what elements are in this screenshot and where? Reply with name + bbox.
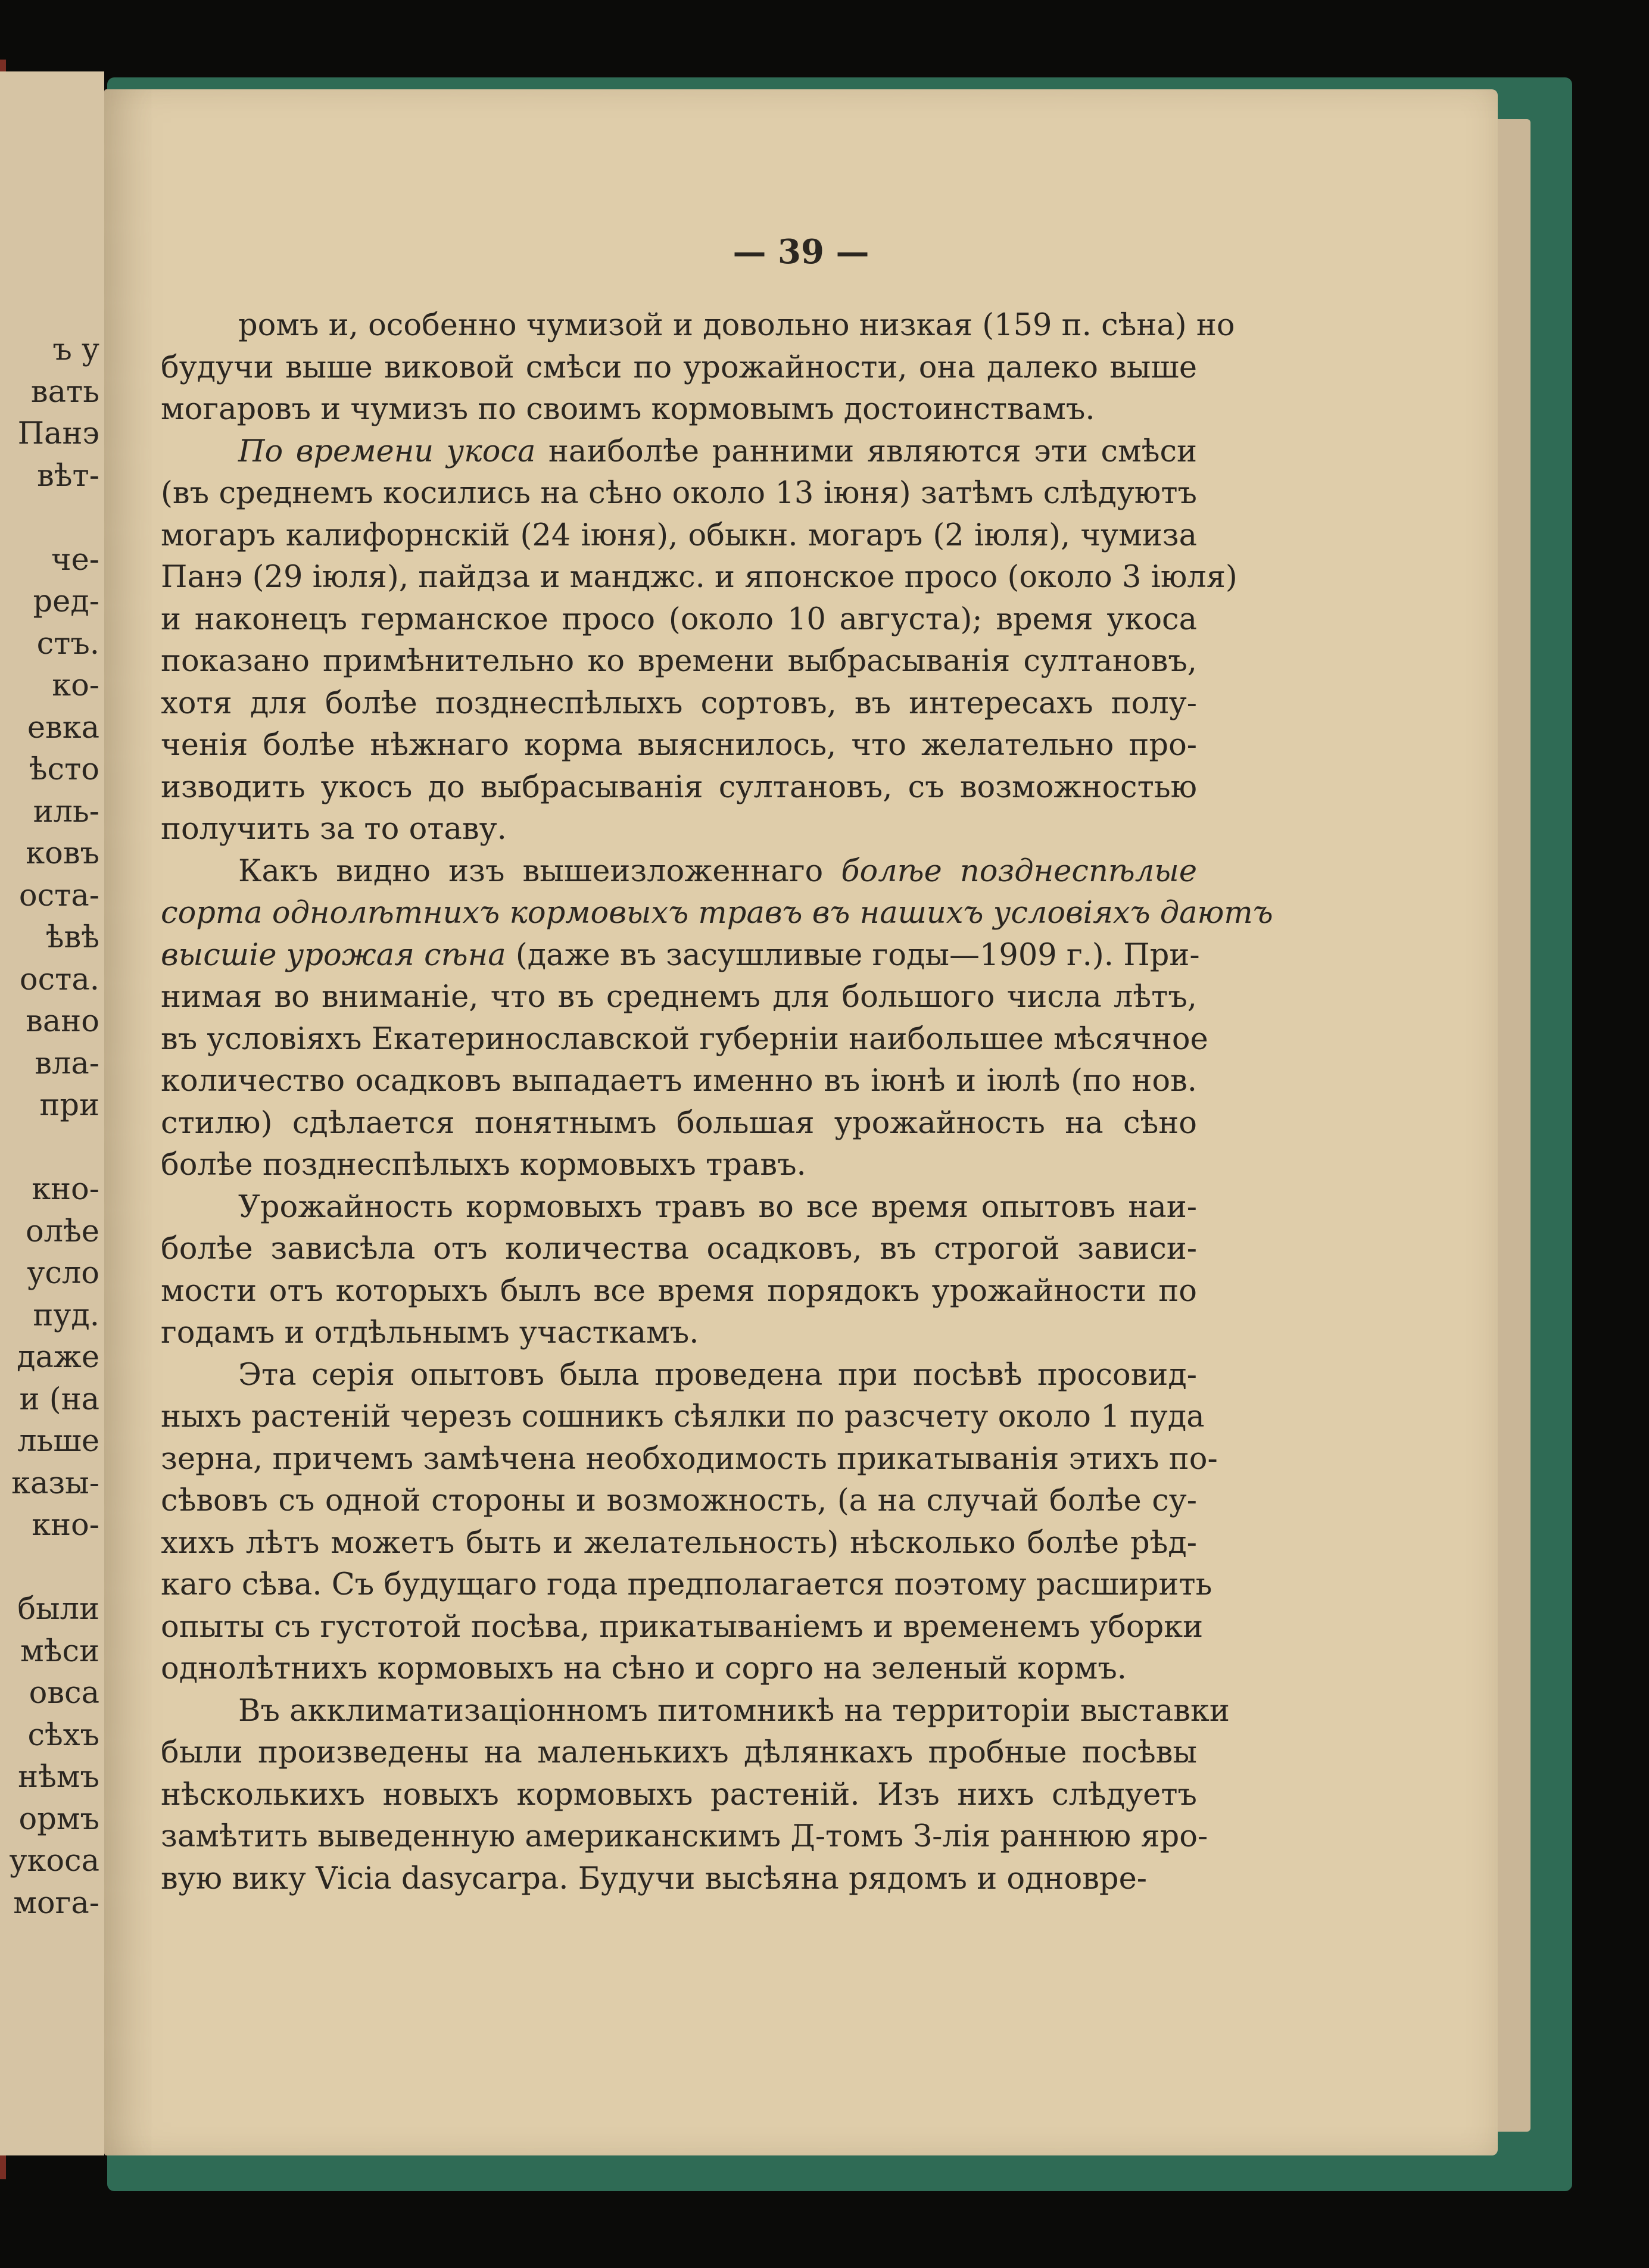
text-line: (въ среднемъ косились на сѣно около 13 іюня) затѣмъ слѣдуютъ	[161, 476, 1197, 511]
left-page-fragment: че-	[51, 542, 99, 578]
left-page-fragment: оста-	[18, 878, 99, 913]
left-page-fragment: стъ.	[36, 626, 99, 662]
text-line: показано примѣнительно ко времени выбрасыванія султановъ,	[161, 644, 1197, 679]
left-page-fragment: казы-	[11, 1465, 99, 1501]
paragraph	[161, 1690, 1230, 1901]
text-line: сѣвовъ съ одной стороны и возможность, (а на случай болѣе су-	[161, 1483, 1197, 1518]
text-line: ченія болѣе нѣжнаго корма выяснилось, что желательно про-	[161, 728, 1197, 763]
text-line: стилю) сдѣлается понятнымъ большая урожайность на сѣно	[161, 1105, 1197, 1141]
left-page-fragment: оста.	[19, 962, 99, 997]
text-line: Эта серія опытовъ была проведена при посѣвѣ просовид-	[238, 1357, 1197, 1393]
text-line: Въ акклиматизаціонномъ питомникѣ на территоріи выставки	[238, 1693, 1230, 1729]
text-line: мости отъ которыхъ былъ все время порядокъ урожайности по	[161, 1273, 1197, 1309]
text-line: количество осадковъ выпадаетъ именно въ іюнѣ и іюлѣ (по нов.	[161, 1063, 1197, 1099]
left-page-fragment: при	[39, 1088, 99, 1123]
page-number: — 39 —	[732, 232, 869, 272]
text-line: болѣе позднеспѣлыхъ кормовыхъ травъ.	[161, 1147, 806, 1183]
text-line: опыты съ густотой посѣва, прикатываніемъ и временемъ уборки	[161, 1609, 1204, 1645]
text-line: По времени укоса наиболѣе ранними являются эти смѣси	[238, 433, 1198, 469]
left-page-fragment: иль-	[33, 794, 99, 829]
text-line: получить за то отаву.	[161, 812, 507, 847]
text-line: хотя для болѣе позднеспѣлыхъ сортовъ, въ интересахъ полу-	[161, 685, 1197, 721]
text-line: годамъ и отдѣльнымъ участкамъ.	[161, 1315, 699, 1350]
left-page-fragment: Панэ	[17, 416, 99, 451]
left-page-fragment: сѣхъ	[27, 1717, 99, 1753]
left-page-fragment: вано	[26, 1004, 99, 1039]
text-line: сорта однолѣтнихъ кормовыхъ травъ въ нашихъ условіяхъ даютъ	[161, 896, 1273, 931]
left-page-fragment: ковъ	[26, 836, 99, 871]
left-page-fragment: ред-	[33, 584, 99, 619]
text-line: въ условіяхъ Екатеринославской губерніи наибольшее мѣсячное	[161, 1021, 1208, 1057]
text-line: вую вику Vicia dasycarpa. Будучи высѣяна рядомъ и одновре-	[161, 1861, 1147, 1896]
left-page-fragment: укоса	[9, 1843, 99, 1879]
left-page-fragment: усло	[27, 1256, 99, 1291]
left-page-fragment: ѣсто	[29, 752, 99, 787]
left-page-fragment: вла-	[35, 1046, 99, 1081]
left-page-fragment: вѣт-	[37, 458, 99, 494]
text-line: и наконецъ германское просо (около 10 августа); время укоса	[161, 601, 1197, 637]
left-page-fragment: мѣси	[20, 1633, 99, 1669]
paragraph	[161, 1187, 1197, 1355]
left-page-fragment: кно-	[32, 1172, 99, 1207]
left-page-fragment: пуд.	[33, 1297, 99, 1333]
left-page-fragment: овса	[29, 1676, 99, 1711]
paragraph	[161, 431, 1237, 851]
text-line: каго сѣва. Съ будущаго года предполагается поэтому расширить	[161, 1567, 1212, 1602]
paragraph	[161, 851, 1273, 1187]
left-page-fragment: ормъ	[18, 1801, 99, 1837]
left-page-fragment: евка	[27, 710, 99, 745]
left-page-fragment: нѣмъ	[18, 1760, 99, 1795]
text-line: ромъ и, особенно чумизой и довольно низкая (159 п. сѣна) но	[238, 308, 1235, 343]
text-line: Урожайность кормовыхъ травъ во все время опытовъ наи-	[238, 1189, 1197, 1225]
text-line: изводить укосъ до выбрасыванія султановъ, съ возможностью	[161, 769, 1197, 805]
left-page-fragment: олѣе	[25, 1213, 99, 1249]
text-line: высшіе урожая сѣна (даже въ засушливые годы—1909 г.). При-	[161, 937, 1200, 973]
left-page-fragment: ко-	[52, 668, 99, 703]
text-line: могаръ калифорнскій (24 іюня), обыкн. могаръ (2 іюля), чумиза	[161, 517, 1197, 553]
paragraph	[161, 1355, 1218, 1690]
text-line: нѣсколькихъ новыхъ кормовыхъ растеній. Изъ нихъ слѣдуетъ	[161, 1777, 1197, 1812]
text-line: будучи выше виковой смѣси по урожайности, она далеко выше	[161, 350, 1197, 385]
text-line: Панэ (29 іюля), пайдза и манджс. и японское просо (около 3 іюля)	[161, 560, 1237, 595]
text-line: ныхъ растеній черезъ сошникъ сѣялки по разсчету около 1 пуда	[161, 1399, 1205, 1434]
left-page-fragment: ѣвѣ	[45, 920, 99, 955]
text-line: были произведены на маленькихъ дѣлянкахъ пробные посѣвы	[161, 1735, 1197, 1770]
left-page-fragment: и (на	[19, 1381, 99, 1417]
text-line: хихъ лѣтъ можетъ быть и желательность) нѣсколько болѣе рѣд-	[161, 1525, 1197, 1561]
text-line: замѣтить выведенную американскимъ Д-томъ З-лія раннюю яро-	[161, 1819, 1208, 1854]
text-line: болѣе зависѣла отъ количества осадковъ, въ строгой зависи-	[161, 1231, 1197, 1266]
left-page-fragment: ъ у	[52, 332, 99, 367]
text-line: зерна, причемъ замѣчена необходимость прикатыванія этихъ по-	[161, 1441, 1218, 1477]
left-page-fragment: были	[17, 1592, 99, 1627]
left-page-fragment: вать	[30, 374, 99, 410]
left-page-fragment: мога-	[13, 1885, 99, 1921]
body-text	[161, 305, 1273, 1900]
text-line: однолѣтнихъ кормовыхъ на сѣно и сорго на зеленый кормъ.	[161, 1651, 1127, 1686]
left-page-fragment: кно-	[32, 1508, 99, 1543]
left-facing-page	[0, 71, 104, 2155]
text-line: могаровъ и чумизъ по своимъ кормовымъ достоинствамъ.	[161, 392, 1095, 427]
text-line: нимая во вниманіе, что въ среднемъ для большого числа лѣтъ,	[161, 979, 1197, 1015]
text-line: Какъ видно изъ вышеизложеннаго болѣе позднеспѣлые	[238, 853, 1198, 889]
left-page-fragment: даже	[17, 1340, 99, 1375]
left-page-fragment: льше	[17, 1424, 99, 1459]
paragraph	[161, 305, 1235, 431]
